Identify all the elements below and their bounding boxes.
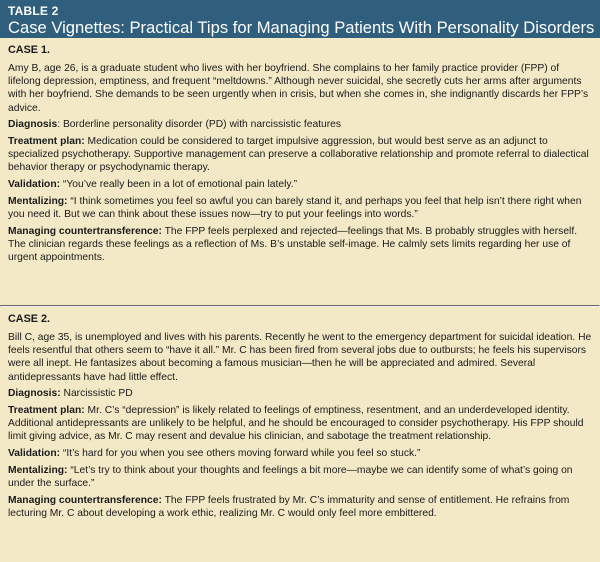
validation-text: “You’ve really been in a lot of emotional pain lately.” [60, 179, 298, 191]
diagnosis-label: Diagnosis [8, 119, 58, 131]
case-1-diagnosis [8, 118, 592, 131]
countertransference-label: Managing countertransference: [8, 494, 162, 506]
case-2-diagnosis [8, 387, 592, 400]
mentalizing-text: “I think sometimes you feel so awful you can barely stand it, and perhaps you feel that help isn’t there right when you need it. But we can think about these issues now—try to put your feelings into words.” [8, 195, 582, 221]
case-1-mentalizing [8, 195, 592, 221]
mentalizing-label: Mentalizing: [8, 464, 68, 476]
case-2-section [0, 307, 600, 520]
table-header [0, 0, 600, 38]
case-1-countertransference [8, 225, 592, 265]
treatment-text: Medication could be considered to target impulsive aggression, but would best serve as an adjunct to specialized psychotherapy. Supportive management can preserve a collaborative relationship and promote referral to dialectical behavior therapy or psychodynamic therapy. [8, 136, 589, 174]
countertransference-label: Managing countertransference: [8, 225, 162, 237]
treatment-label: Treatment plan: [8, 405, 85, 417]
diagnosis-label: Diagnosis: [8, 388, 61, 400]
treatment-text: Mr. C’s “depression” is likely related to feelings of emptiness, resentment, and an underdeveloped identity. Additional antidepressants are unlikely to be helpful, and he should be encouraged to consider psychotherapy. His FPP should limit giving advice, as Mr. C may resent and devalue his clinician, and sabotage the treatment relationship. [8, 405, 584, 443]
table-title: Case Vignettes: Practical Tips for Managing Patients With Personality Disorders [8, 18, 595, 37]
countertransference-text: The FPP feels frustrated by Mr. C’s immaturity and sense of entitlement. He refrains from lecturing Mr. C about developing a work ethic, realizing Mr. C would only feel more embittered. [8, 494, 570, 519]
case-1-title: CASE 1. [8, 44, 51, 56]
validation-label: Validation: [8, 179, 61, 191]
mentalizing-text: “Let’s try to think about your thoughts and feelings a bit more—maybe we can identify some of what’s going on under the surface.” [8, 464, 573, 490]
treatment-label: Treatment plan: [8, 136, 85, 148]
case-1-validation [8, 178, 592, 191]
case-1-description: Amy B, age 26, is a graduate student who lives with her boyfriend. She complains to her family practice provider (FPP) of lifelong depression, emptiness, and frequent “meltdowns.” Although never suicidal, she secretly cuts her arms after arguments with her boyfriend. She demands to be seen urgently when in crisis, but when she comes in, she indignantly discards her FPP’s advice. [8, 63, 589, 114]
table-label: TABLE 2 [8, 4, 59, 18]
case-2-validation [8, 447, 592, 460]
case-2-mentalizing [8, 464, 592, 490]
case-2-countertransference [8, 494, 592, 520]
diagnosis-text: : Borderline personality disorder (PD) with narcissistic features [57, 119, 342, 131]
mentalizing-label: Mentalizing: [8, 195, 68, 207]
case-2-treatment [8, 404, 592, 444]
validation-label: Validation: [8, 448, 61, 460]
case-2-title: CASE 2. [8, 313, 51, 325]
case-2-description: Bill C, age 35, is unemployed and lives with his parents. Recently he went to the emergency department for suicidal ideation. He feels resentful that others seem to “have it all.” Mr. C has been fired from several jobs due to outbursts; he feels his supervisors were all inept. He fantasizes about becoming a famous musician—then he will be appreciated and admired. Several antidepressants have had little effect. [8, 332, 592, 383]
countertransference-text: The FPP feels perplexed and rejected—feelings that Ms. B probably struggles with herself. The clinician regards these feelings as a reflection of Ms. B’s unstable self-image. He calmly sets limits regarding her use of urgent appointments. [8, 225, 578, 264]
case-1-section [0, 38, 600, 305]
case-1-treatment [8, 135, 592, 175]
diagnosis-text: Narcissistic PD [60, 388, 133, 400]
validation-text: “It’s hard for you when you see others moving forward while you feel so stuck.” [60, 448, 421, 460]
